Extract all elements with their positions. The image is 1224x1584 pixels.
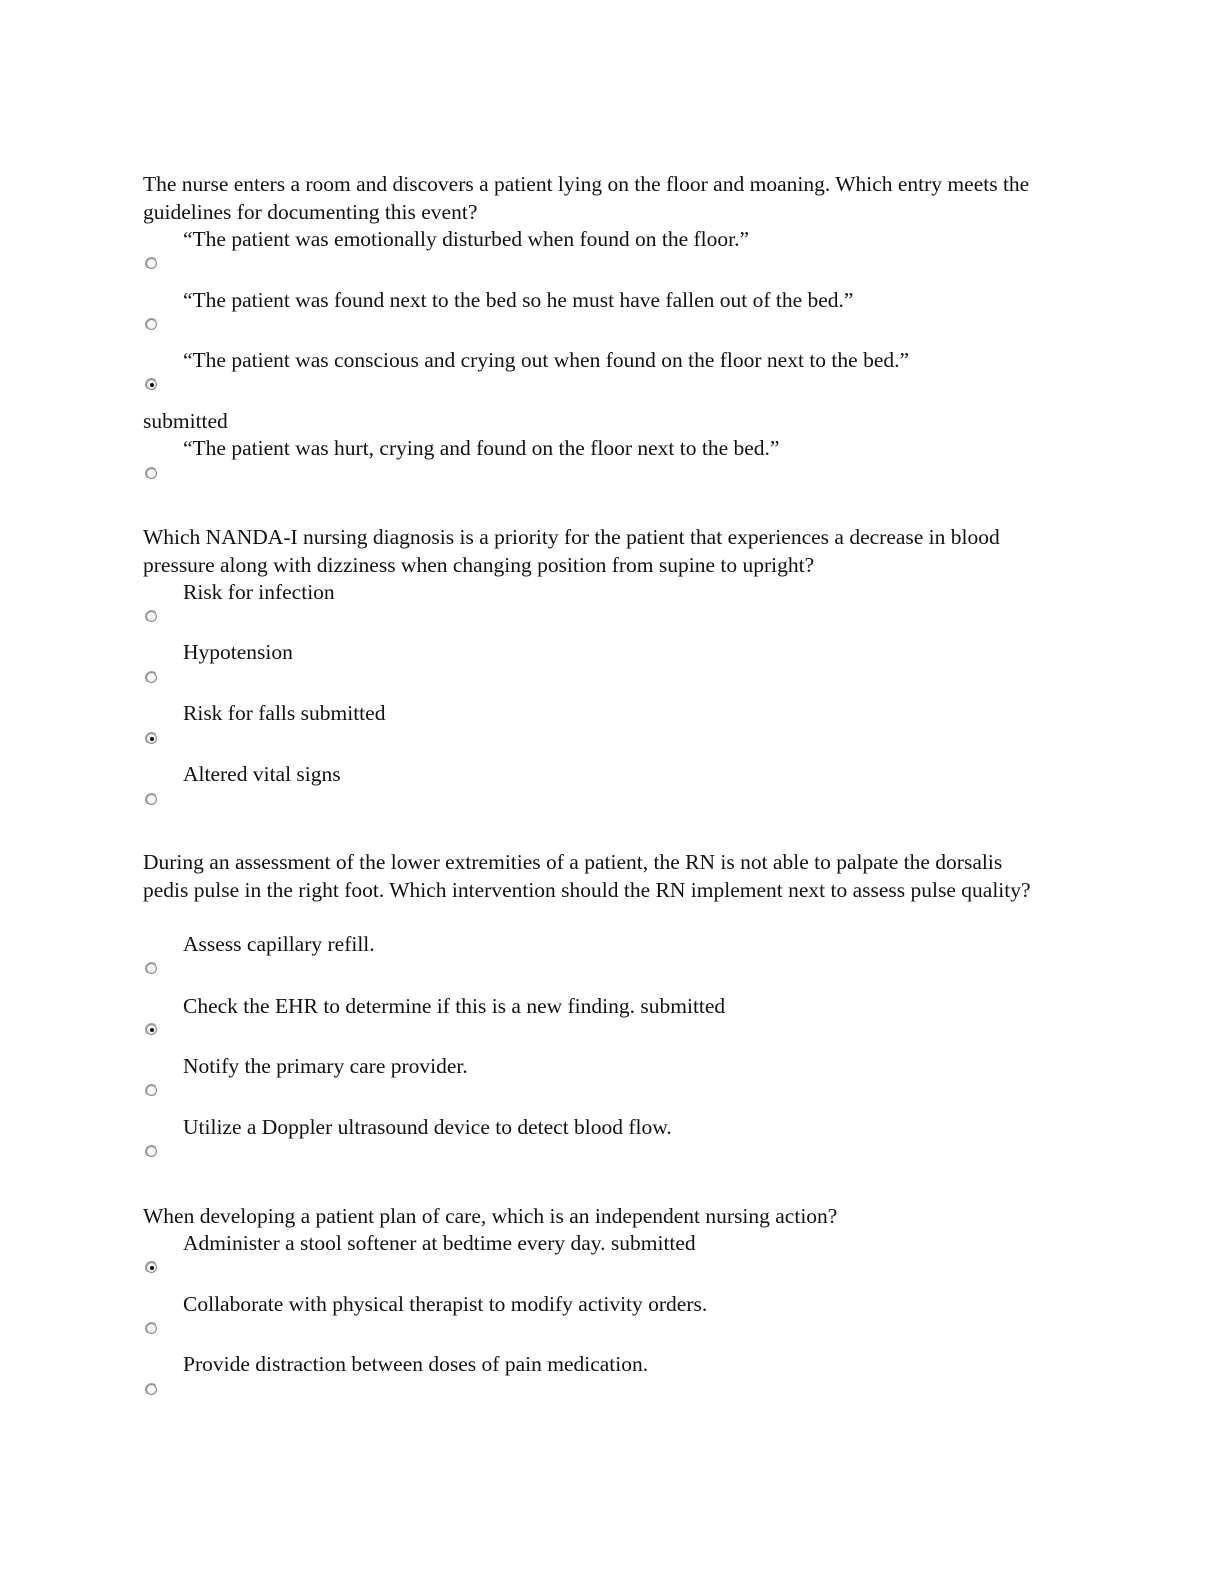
question-2-option-1-radio[interactable]: [146, 611, 157, 622]
question-2-option-2-text: Hypotension: [183, 640, 293, 664]
question-3-option-1-radio[interactable]: [146, 963, 157, 974]
question-3-option-2-radio[interactable]: [146, 1024, 157, 1035]
question-1-option-1-text: “The patient was emotionally disturbed when found on the floor.”: [183, 227, 750, 251]
question-4-option-1-text: Administer a stool softener at bedtime every day. submitted: [183, 1231, 696, 1255]
question-1-option-2-radio[interactable]: [146, 319, 157, 330]
question-4-option-2-text: Collaborate with physical therapist to modify activity orders.: [183, 1292, 708, 1316]
question-2-option-3-text: Risk for falls submitted: [183, 701, 386, 725]
question-2-option-3-radio[interactable]: [146, 733, 157, 744]
question-1-submitted-label: submitted: [143, 409, 228, 433]
question-4-option-3-radio[interactable]: [146, 1384, 157, 1395]
question-2-option-2-radio[interactable]: [146, 672, 157, 683]
question-1-option-4-radio[interactable]: [146, 468, 157, 479]
question-3-option-4-text: Utilize a Doppler ultrasound device to detect blood flow.: [183, 1115, 672, 1139]
question-1-option-3-radio[interactable]: [146, 379, 157, 390]
question-2-option-4-radio[interactable]: [146, 794, 157, 805]
question-1-stem: The nurse enters a room and discovers a patient lying on the floor and moaning. Which entry meets the guidelines for documenting this event?: [143, 172, 1030, 224]
question-3-stem: During an assessment of the lower extremities of a patient, the RN is not able to palpate the dorsalis pedis pulse in the right foot. Which intervention should the RN implement next to assess pulse quality?: [143, 850, 1031, 902]
question-3-option-4-radio[interactable]: [146, 1146, 157, 1157]
question-3-option-1-text: Assess capillary refill.: [183, 932, 375, 956]
question-3-option-3-text: Notify the primary care provider.: [183, 1054, 468, 1078]
question-4-option-1-radio[interactable]: [146, 1262, 157, 1273]
question-2-option-1-text: Risk for infection: [183, 580, 335, 604]
question-1-option-2-text: “The patient was found next to the bed so he must have fallen out of the bed.”: [183, 288, 854, 312]
question-1-option-1-radio[interactable]: [146, 258, 157, 269]
question-4-option-3-text: Provide distraction between doses of pain medication.: [183, 1352, 649, 1376]
question-1-option-3-text: “The patient was conscious and crying out when found on the floor next to the bed.”: [183, 348, 910, 372]
question-3-option-3-radio[interactable]: [146, 1085, 157, 1096]
question-4-stem: When developing a patient plan of care, which is an independent nursing action?: [143, 1204, 838, 1228]
question-1-option-4-text: “The patient was hurt, crying and found on the floor next to the bed.”: [183, 436, 780, 460]
question-3-option-2-text: Check the EHR to determine if this is a new finding. submitted: [183, 994, 726, 1018]
question-4-option-2-radio[interactable]: [146, 1323, 157, 1334]
question-2-option-4-text: Altered vital signs: [183, 762, 341, 786]
question-2-stem: Which NANDA-I nursing diagnosis is a priority for the patient that experiences a decrease in blood pressure along with dizziness when changing position from supine to upright?: [143, 525, 1000, 577]
